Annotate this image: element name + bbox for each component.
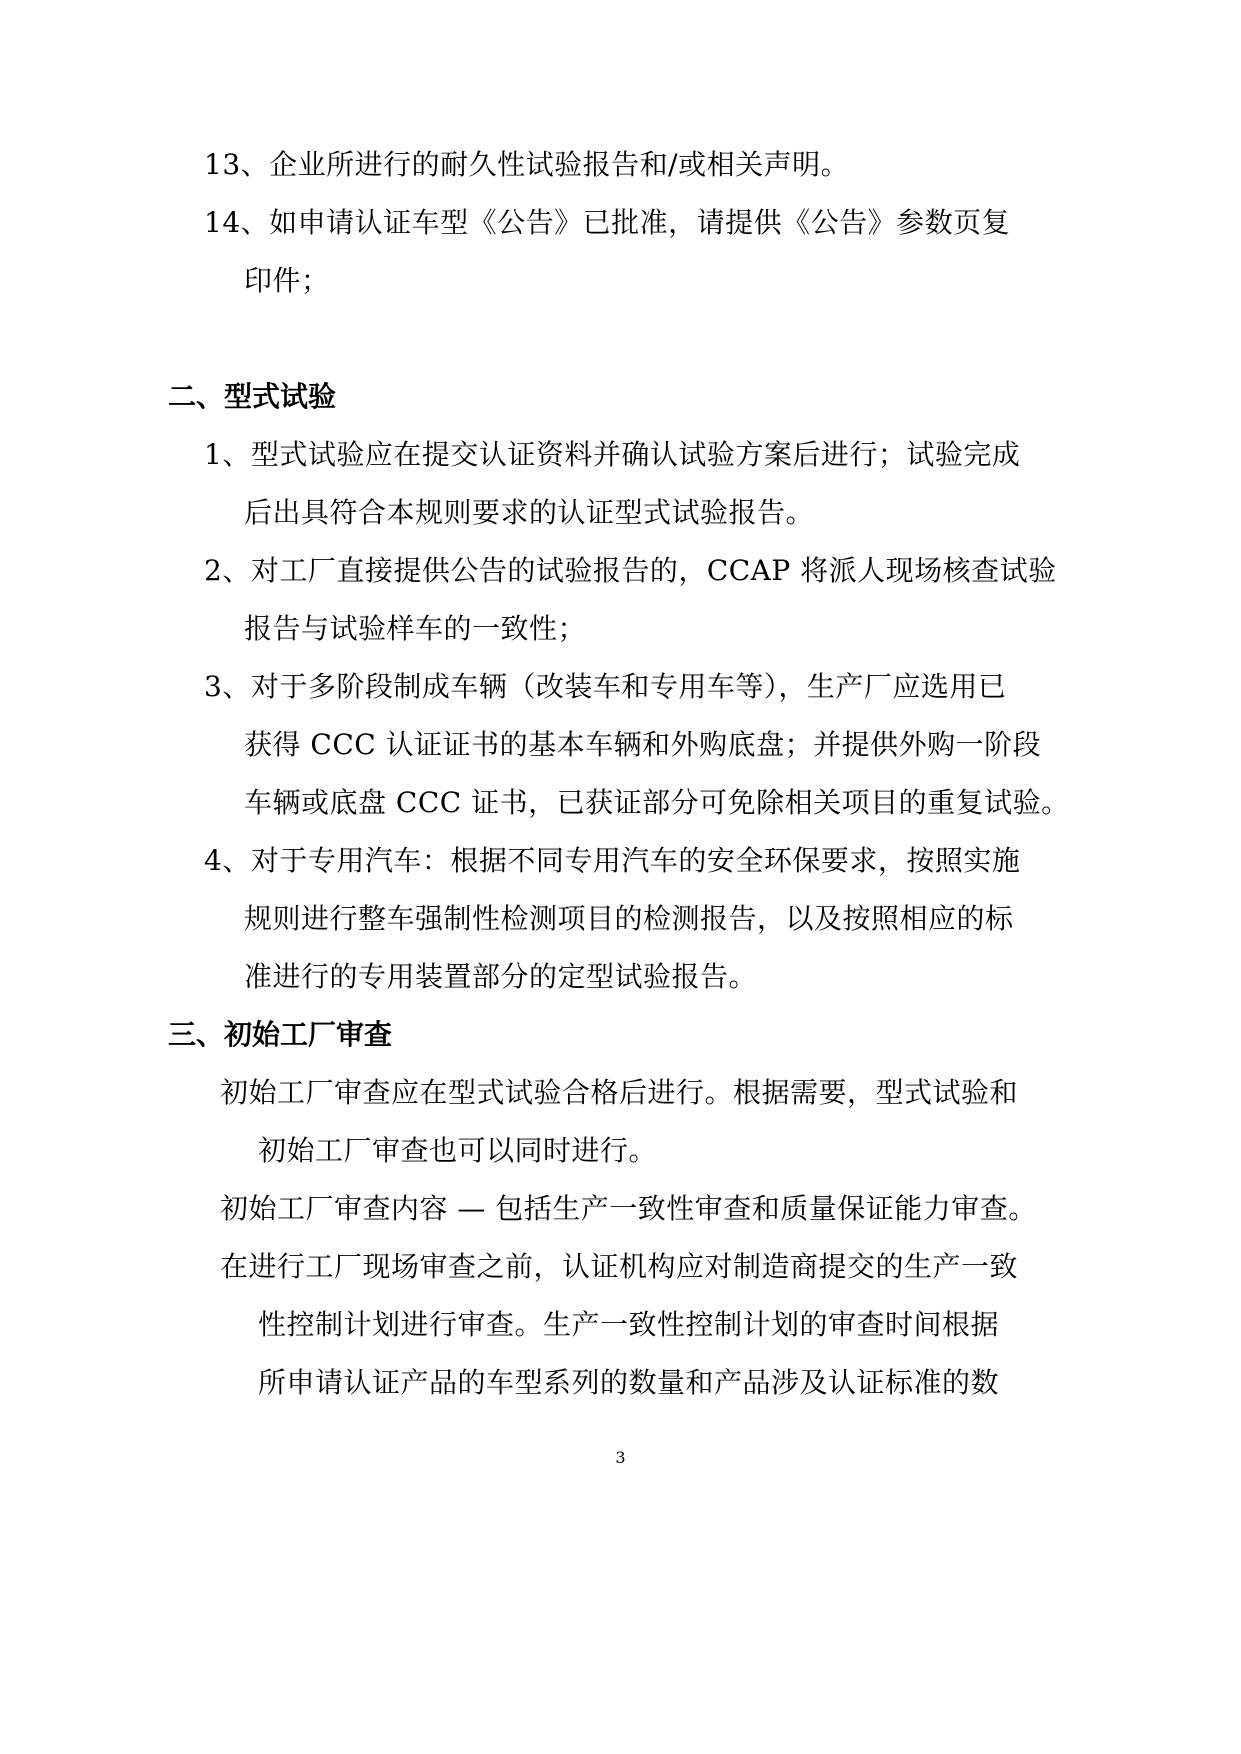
page-number: 3 (615, 1448, 626, 1467)
section2-item-4: 4、对于专用汽车：根据不同专用汽车的安全环保要求，按照实施 (204, 844, 1021, 877)
section3-paragraph-1-continuation: 初始工厂审查也可以同时进行。 (258, 1134, 658, 1167)
section2-item-1-continuation: 后出具符合本规则要求的认证型式试验报告。 (244, 496, 815, 529)
section3-paragraph-3-continuation-1: 性控制计划进行审查。生产一致性控制计划的审查时间根据 (258, 1308, 1000, 1341)
section2-item-3: 3、对于多阶段制成车辆（改装车和专用车等），生产厂应选用已 (204, 670, 1007, 703)
section3-paragraph-1: 初始工厂审查应在型式试验合格后进行。根据需要，型式试验和 (220, 1076, 1019, 1109)
section3-paragraph-3-continuation-2: 所申请认证产品的车型系列的数量和产品涉及认证标准的数 (258, 1366, 1000, 1399)
section2-item-2: 2、对工厂直接提供公告的试验报告的，CCAP 将派人现场核查试验 (204, 554, 1057, 587)
section3-paragraph-3: 在进行工厂现场审查之前，认证机构应对制造商提交的生产一致 (220, 1250, 1019, 1283)
section-heading-initial-factory-audit: 三、初始工厂审查 (168, 1018, 393, 1051)
list-item-13: 13、企业所进行的耐久性试验报告和/或相关声明。 (204, 148, 850, 181)
section2-item-1: 1、型式试验应在提交认证资料并确认试验方案后进行；试验完成 (204, 438, 1021, 471)
list-item-14: 14、如申请认证车型《公告》已批准，请提供《公告》参数页复 (204, 206, 1011, 239)
list-item-14-continuation: 印件； (244, 264, 330, 297)
section-heading-type-test: 二、型式试验 (168, 380, 337, 413)
section2-item-3-continuation-2: 车辆或底盘 CCC 证书，已获证部分可免除相关项目的重复试验。 (244, 786, 1070, 819)
section3-paragraph-2: 初始工厂审查内容 — 包括生产一致性审查和质量保证能力审查。 (220, 1192, 1037, 1225)
section2-item-2-continuation: 报告与试验样车的一致性； (244, 612, 587, 645)
section2-item-3-continuation-1: 获得 CCC 认证证书的基本车辆和外购底盘；并提供外购一阶段 (244, 728, 1042, 761)
section2-item-4-continuation-1: 规则进行整车强制性检测项目的检测报告，以及按照相应的标 (244, 902, 1014, 935)
section2-item-4-continuation-2: 准进行的专用装置部分的定型试验报告。 (244, 960, 758, 993)
